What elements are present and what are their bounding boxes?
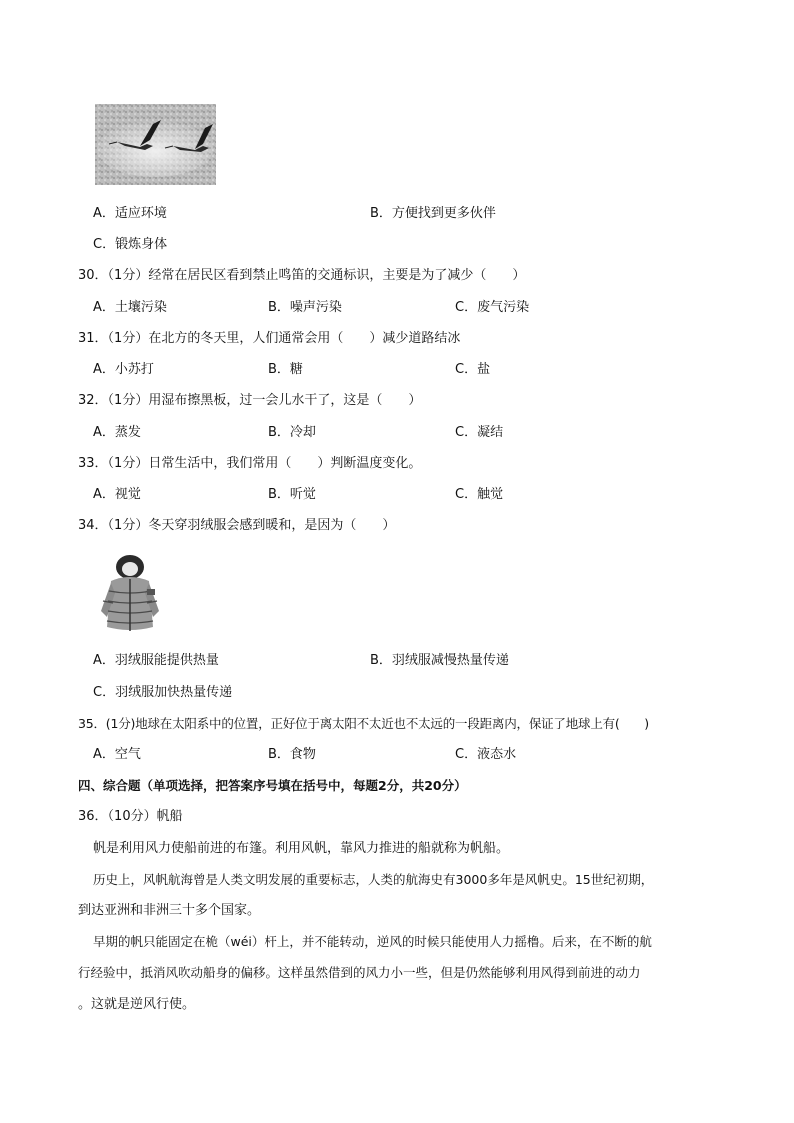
down-jacket-icon (97, 553, 163, 635)
q29-option-a: A．适应环境 (93, 206, 167, 221)
q36-paragraph-1: 帆是利用风力使船前进的布篷。利用风帆，靠风力推进的船就称为帆船。 (93, 841, 510, 856)
q36-stem: 36．（10分）帆船 (78, 809, 183, 824)
q33-option-a: A．视觉 (93, 487, 141, 502)
q32-stem: 32．（1分）用湿布擦黑板，过一会儿水干了，这是（ ） (78, 393, 422, 408)
q32-option-c: C．凝结 (455, 425, 504, 440)
q36-paragraph-3-line-3: 。这就是逆风行使。 (78, 997, 196, 1012)
q31-option-a: A．小苏打 (93, 362, 154, 377)
q30-option-b: B．噪声污染 (268, 300, 342, 315)
q29-option-c: C．锻炼身体 (93, 237, 168, 252)
q36-paragraph-2-line-2: 到达亚洲和非洲三十多个国家。 (78, 903, 261, 918)
q34-option-b: B．羽绒服减慢热量传递 (370, 653, 509, 668)
q33-option-b: B．听觉 (268, 487, 316, 502)
q34-option-a: A．羽绒服能提供热量 (93, 653, 219, 668)
q30-stem: 30．（1分）经常在居民区看到禁止鸣笛的交通标识，主要是为了减少（ ） (78, 268, 526, 283)
section-heading: 四、综合题（单项选择，把答案序号填在括号中，每题2分，共20分） (78, 778, 467, 793)
q36-paragraph-3-line-1: 早期的帆只能固定在桅（wéi）杆上，并不能转动，逆风的时候只能使用人力摇橹。后来，在不断的航 (93, 934, 652, 949)
q34-option-c: C．羽绒服加快热量传递 (93, 685, 233, 700)
q32-option-a: A．蒸发 (93, 425, 141, 440)
q30-option-a: A．土壤污染 (93, 300, 167, 315)
q35-option-c: C．液态水 (455, 747, 517, 762)
cranes-photo (95, 104, 216, 185)
q33-stem: 33．（1分）日常生活中，我们常用（ ）判断温度变化。 (78, 456, 422, 471)
down-jacket-photo (97, 553, 163, 635)
q31-option-c: C．盐 (455, 362, 491, 377)
q30-option-c: C．废气污染 (455, 300, 530, 315)
q31-option-b: B．糖 (268, 362, 303, 377)
q31-stem: 31．（1分）在北方的冬天里，人们通常会用（ ）减少道路结冰 (78, 331, 461, 346)
q29-option-b: B．方便找到更多伙伴 (370, 206, 496, 221)
q35-option-a: A．空气 (93, 747, 141, 762)
q35-stem: 35．(1分)地球在太阳系中的位置，正好位于离太阳不太近也不太远的一段距离内，保证了地球上有( ) (78, 716, 649, 731)
q34-stem: 34．（1分）冬天穿羽绒服会感到暖和，是因为（ ） (78, 518, 396, 533)
cranes-flying-icon (95, 104, 216, 185)
q32-option-b: B．冷却 (268, 425, 316, 440)
q36-paragraph-3-line-2: 行经验中，抵消风吹动船身的偏移。这样虽然借到的风力小一些，但是仍然能够利用风得到前进的动力 (78, 965, 641, 980)
q36-paragraph-2-line-1: 历史上，风帆航海曾是人类文明发展的重要标志，人类的航海史有3000多年是风帆史。15世纪初期， (93, 872, 654, 887)
q35-option-b: B．食物 (268, 747, 316, 762)
q33-option-c: C．触觉 (455, 487, 504, 502)
